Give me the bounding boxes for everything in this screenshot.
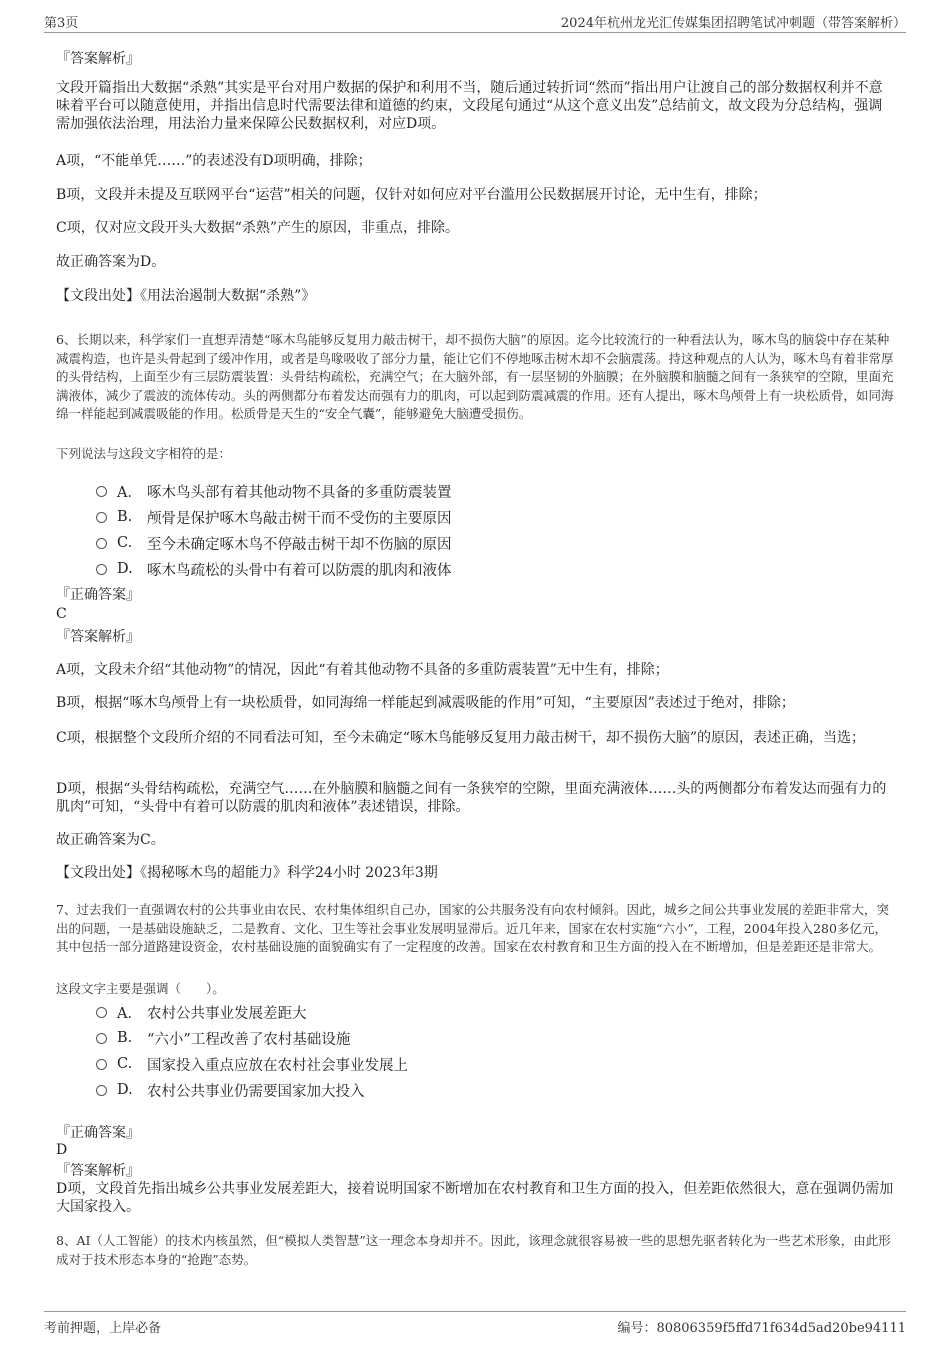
question-7-option-d[interactable] — [96, 1077, 894, 1103]
question-6-text: 6、长期以来，科学家们一直想弄清楚“啄木鸟能够反复用力敲击树干，却不损伤大脑”的原因。迄今比较流行的一种看法认为，啄木鸟的脑袋中存在某种减震构造，也许是头骨起到了缓冲作用，或者是鸟喙吸收了部分力量，能让它们不停地啄击树木却不会脑震荡。持这种观点的人认为，啄木鸟有着非常厚的头骨结构，上面至少有三层防震装置：头骨结构疏松，充满空气；在大脑外部，有一层坚韧的外脑膜；在外脑膜和脑髓之间有一条狭窄的空隙，里面充满液体，减少了震波的流体传动。头的两侧都分布着发达而强有力的肌肉，可以起到防震减震的作用。还有人提出，啄木鸟颅骨上有一块松质骨，如同海绵一样能起到减震吸能的作用。松质骨是天生的“安全气囊”，能够避免大脑遭受损伤。 — [56, 332, 894, 422]
correct-answer-label: 『正确答案』 — [56, 587, 140, 603]
radio-icon[interactable] — [96, 564, 107, 575]
document-id: 编号：80806359f5ffd71f634d5ad20be94111 — [617, 1321, 906, 1336]
question-8-part3: 。因此，该理念就很容易被一些 — [478, 1233, 654, 1248]
question-6-prompt: 下列说法与这段文字相符的是： — [56, 446, 232, 461]
radio-icon[interactable] — [96, 1007, 107, 1018]
question-8-text — [56, 1232, 894, 1269]
answer-analysis-label: 『答案解析』 — [56, 51, 140, 67]
option-key: D. — [117, 1082, 133, 1098]
analysis-option-b: B项，文段并未提及互联网平台“运营”相关的问题，仅针对如何应对平台滥用公民数据展开讨论，无中生有，排除； — [56, 187, 767, 203]
question-7-prompt: 这段文字主要是强调（ ）。 — [56, 981, 225, 996]
question-7-option-a[interactable] — [96, 999, 894, 1025]
analysis-option-b: B项，根据“啄木鸟颅骨上有一块松质骨，如同海绵一样能起到减震吸能的作用”可知，“主要原因”表述过于绝对，排除； — [56, 695, 795, 711]
question-8-part2: ，但“模拟人类智慧”这一理念本身却并不 — [252, 1233, 479, 1248]
option-key: D. — [117, 561, 133, 577]
correct-answer: C — [56, 606, 67, 622]
radio-icon[interactable] — [96, 538, 107, 549]
radio-icon[interactable] — [96, 486, 107, 497]
option-text: 至今未确定啄木鸟不停敲击树干却不伤脑的原因 — [147, 536, 452, 553]
answer-analysis-text: D项，文段首先指出城乡公共事业发展差距大，接着说明国家不断增加在农村教育和卫生方面的投入，但差距依然很大，意在强调仍需加大国家投入。 — [56, 1181, 894, 1215]
option-text: 国家投入重点应放在农村社会事业发展上 — [147, 1057, 408, 1074]
question-6-option-a[interactable] — [96, 478, 894, 504]
option-text: 颅骨是保护啄木鸟敲击树干而不受伤的主要原因 — [147, 510, 452, 527]
question-7-option-c[interactable] — [96, 1051, 894, 1077]
option-key: C. — [117, 535, 133, 551]
option-text: 啄木鸟疏松的头骨中有着可以防震的肌肉和液体 — [147, 562, 452, 579]
question-6-option-b[interactable] — [96, 504, 894, 530]
radio-icon[interactable] — [96, 512, 107, 523]
answer-analysis-label: 『答案解析』 — [56, 1163, 140, 1179]
question-6-option-d[interactable] — [96, 556, 894, 582]
answer-analysis-label: 『答案解析』 — [56, 629, 140, 645]
page-footer — [44, 1311, 906, 1336]
question-6-options — [96, 478, 894, 582]
radio-icon[interactable] — [96, 1059, 107, 1070]
option-text: 农村公共事业仍需要国家加大投入 — [147, 1083, 365, 1100]
question-6-option-c[interactable] — [96, 530, 894, 556]
question-8-part1: 8、AI（人工智能）的技术内核虽然 — [56, 1233, 253, 1248]
question-7-option-b[interactable] — [96, 1025, 894, 1051]
option-key: A． — [117, 484, 142, 501]
analysis-option-c: C项，根据整个文段所介绍的不同看法可知，至今未确定“啄木鸟能够反复用力敲击树干，却不损伤大脑”的原因，表述正确，当选； — [56, 730, 866, 746]
analysis-option-a: A项，“不能单凭……”的表述没有D项明确，排除； — [56, 153, 372, 169]
analysis-option-d: D项，根据“头骨结构疏松，充满空气……在外脑膜和脑髓之间有一条狭窄的空隙，里面充满液体……头的两侧都分布着发达而强有力的肌肉”可知，“头骨中有着可以防震的肌肉和液体”表述错误，排除。 — [56, 781, 887, 815]
radio-icon[interactable] — [96, 1085, 107, 1096]
option-text: 农村公共事业发展差距大 — [147, 1005, 307, 1022]
analysis-option-c: C项，仅对应文段开头大数据“杀熟”产生的原因，非重点，排除。 — [56, 220, 460, 236]
document-title: 2024年杭州龙光汇传媒集团招聘笔试冲刺题（带答案解析） — [560, 16, 906, 31]
page-header — [44, 12, 906, 33]
page-number: 第3页 — [44, 16, 79, 31]
option-text: 啄木鸟头部有着其他动物不具备的多重防震装置 — [147, 484, 452, 501]
passage-source: 【文段出处】《揭秘啄木鸟的超能力》科学24小时 2023年3期 — [56, 865, 438, 881]
answer-conclusion: 故正确答案为D。 — [56, 254, 166, 270]
option-key: B. — [117, 1030, 133, 1046]
answer-conclusion: 故正确答案为C。 — [56, 832, 165, 848]
analysis-option-a: A项，文段未介绍“其他动物”的情况，因此“有着其他动物不具备的多重防震装置”无中生有，排除； — [56, 662, 669, 678]
question-8-part4: 的思想先驱者转化为一些艺术形象，由此形成对于技术形态本身的“抢跑”态势。 — [56, 1233, 891, 1267]
question-7-text: 7、过去我们一直强调农村的公共事业由农民、农村集体组织自己办，国家的公共服务没有向农村倾斜。因此，城乡之间公共事业发展的差距非常大，突出的问题，一是基础设施缺乏，二是教育、文化、卫生等社会事业发展明显滞后。近几年来，国家在农村实施“六小”，工程，2004年投入280多亿元，其中包括一部分道路建设资金，农村基础设施的面貌确实有了一定程度的改善。国家在农村教育和卫生方面的投入在不断增加，但是差距还是非常大。 — [56, 902, 889, 955]
option-key: A． — [117, 1005, 142, 1022]
correct-answer: D — [56, 1142, 68, 1158]
option-text: “六小”工程改善了农村基础设施 — [147, 1031, 351, 1048]
answer-analysis-text: 文段开篇指出大数据“杀熟”其实是平台对用户数据的保护和利用不当，随后通过转折词“然而”指出用户让渡自己的部分数据权利并不意味着平台可以随意使用，并指出信息时代需要法律和道德的约束，文段尾句通过“从这个意义出发”总结前文，故文段为分总结构，强调需加强依法治理，用法治力量来保障公民数据权利，对应D项。 — [56, 80, 883, 132]
option-key: C. — [117, 1056, 133, 1072]
option-key: B. — [117, 509, 133, 525]
correct-answer-label: 『正确答案』 — [56, 1125, 140, 1141]
radio-icon[interactable] — [96, 1033, 107, 1044]
footer-slogan: 考前押题，上岸必备 — [44, 1321, 162, 1336]
passage-source: 【文段出处】《用法治遏制大数据“杀熟”》 — [56, 288, 316, 304]
question-7-options — [96, 999, 894, 1103]
